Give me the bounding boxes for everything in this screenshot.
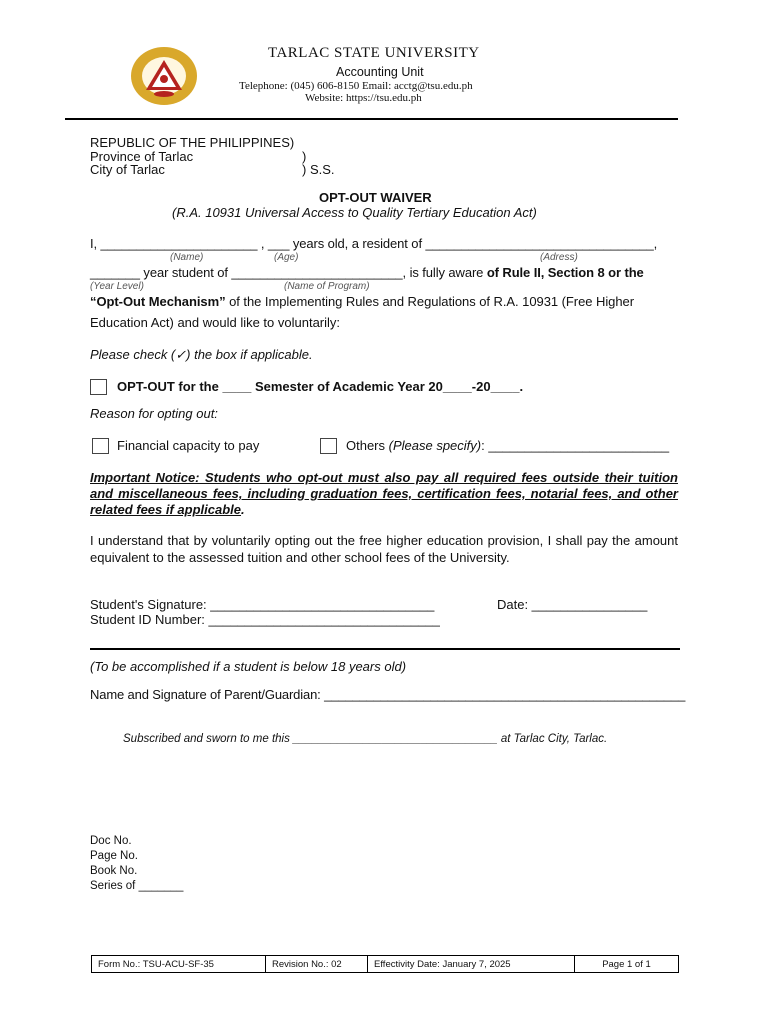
footer-effectivity: Effectivity Date: January 7, 2025 xyxy=(368,956,575,972)
venue-republic: REPUBLIC OF THE PHILIPPINES) xyxy=(90,135,295,150)
footer-page: Page 1 of 1 xyxy=(602,959,651,970)
opt-out-mechanism: “Opt-Out Mechanism” xyxy=(90,294,226,309)
voluntarily-line: Education Act) and would like to voluntarily: xyxy=(90,315,341,330)
accounting-unit: Accounting Unit xyxy=(336,65,424,79)
venue-city: City of Tarlac xyxy=(90,162,165,177)
important-notice-text: Important Notice: Students who opt-out must also pay all required fees outside their tuition and miscellaneous fees, including graduation fees, certification fees, notarial fees, and other related fees if applicable xyxy=(90,470,678,517)
notary-doc-no: Doc No. xyxy=(90,835,132,847)
others-label xyxy=(346,438,669,453)
label-address: (Adress) xyxy=(540,252,578,263)
opt-out-label: OPT-OUT for the ____ Semester of Academic Year 20____-20____. xyxy=(117,379,524,394)
student-signature-field[interactable]: Student's Signature: _______________________________ xyxy=(90,597,435,612)
year-program-text: _______ year student of ________________________, is fully aware xyxy=(90,265,487,280)
notary-page-no: Page No. xyxy=(90,850,138,862)
understanding-paragraph: I understand that by voluntarily opting out the free higher education provision, I shall pay the amount equivalent to the assessed tuition and other school fees of the University. xyxy=(90,533,678,565)
others-suffix: : _________________________ xyxy=(481,438,670,453)
footer-revision: Revision No.: 02 xyxy=(266,956,368,972)
reason-label: Reason for opting out: xyxy=(90,406,218,421)
label-year-level: (Year Level) xyxy=(90,281,144,292)
check-instruction: Please check (✓) the box if applicable. xyxy=(90,347,313,362)
financial-capacity-checkbox[interactable] xyxy=(92,438,109,454)
venue-city-ss: ) S.S. xyxy=(302,162,335,177)
financial-capacity-label: Financial capacity to pay xyxy=(117,438,260,453)
student-id-field[interactable]: Student ID Number: ________________________________ xyxy=(90,612,440,627)
rule-reference: of Rule II, Section 8 or the xyxy=(486,265,644,280)
below-18-note: (To be accomplished if a student is below 18 years old) xyxy=(90,659,407,674)
website: Website: https://tsu.edu.ph xyxy=(305,92,422,104)
important-notice-period: . xyxy=(241,502,245,517)
notary-book-no: Book No. xyxy=(90,865,138,877)
label-program: (Name of Program) xyxy=(284,281,370,292)
telephone-email: Telephone: (045) 606-8150 Email: acctg@tsu.edu.ph xyxy=(239,80,473,92)
year-program-line xyxy=(90,265,644,280)
venue-province-paren: ) xyxy=(302,149,307,164)
subscribed-sworn-line: Subscribed and sworn to me this ________________________________ at Tarlac City, Tarlac. xyxy=(123,733,608,745)
form-subtitle: (R.A. 10931 Universal Access to Quality Tertiary Education Act) xyxy=(172,205,537,220)
header-divider xyxy=(65,118,678,120)
form-footer-table xyxy=(91,955,679,973)
section-divider xyxy=(90,648,680,650)
mechanism-line xyxy=(90,294,634,309)
university-name: TARLAC STATE UNIVERSITY xyxy=(268,45,480,61)
university-seal xyxy=(129,45,199,107)
others-prefix: Others xyxy=(346,438,389,453)
mechanism-rest: of the Implementing Rules and Regulations of R.A. 10931 (Free Higher xyxy=(225,294,635,309)
name-age-residence-line: I, ______________________ , ___ years old, a resident of ________________________________, xyxy=(90,236,658,251)
university-seal-icon xyxy=(129,45,199,107)
important-notice xyxy=(90,470,678,518)
others-specify: (Please specify) xyxy=(388,438,482,453)
date-field[interactable]: Date: ________________ xyxy=(497,597,648,612)
others-checkbox[interactable] xyxy=(320,438,337,454)
label-name: (Name) xyxy=(170,252,204,263)
parent-guardian-field[interactable]: Name and Signature of Parent/Guardian: ___________________________________________________ xyxy=(90,687,686,702)
notary-series: Series of _______ xyxy=(90,880,184,892)
footer-form-no: Form No.: TSU-ACU-SF-35 xyxy=(92,956,266,972)
opt-out-checkbox[interactable] xyxy=(90,379,107,395)
form-title: OPT-OUT WAIVER xyxy=(319,190,432,205)
label-age: (Age) xyxy=(274,252,299,263)
venue-province: Province of Tarlac xyxy=(90,149,194,164)
